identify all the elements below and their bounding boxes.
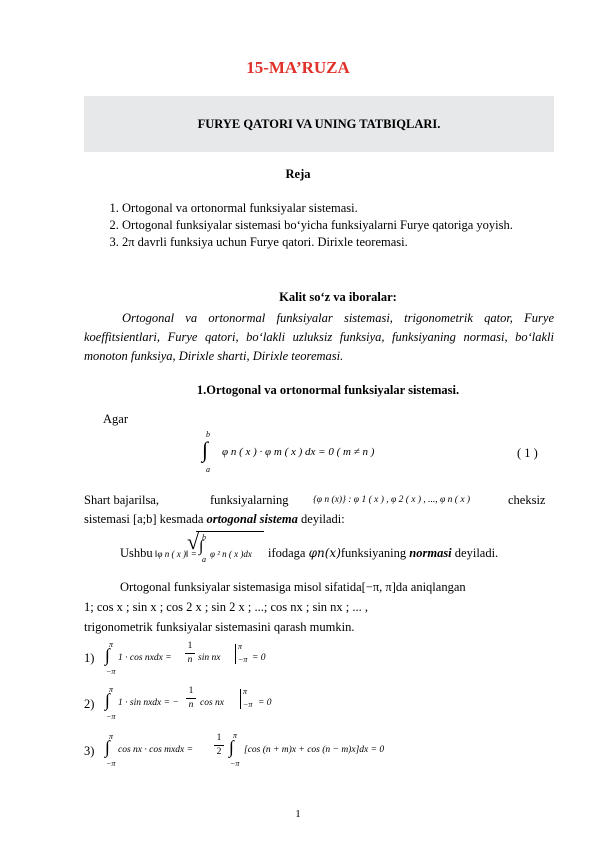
norm-lower-limit: a xyxy=(202,555,206,564)
ex1-frac-bar xyxy=(185,653,195,654)
lecture-title: 15-MA’RUZA xyxy=(246,58,350,77)
ex3-integral-sign-2: ∫ xyxy=(229,737,234,757)
ex1-body: 1 · cos nxdx = xyxy=(118,653,172,663)
plan-list xyxy=(100,200,562,251)
sistema-part: deyiladi: xyxy=(301,512,345,526)
ushbu-text: Ushbu xyxy=(120,546,153,560)
phi-n-x: φn(x) xyxy=(308,546,341,560)
sistema-text xyxy=(84,512,345,527)
ex3-frac-den: 2 xyxy=(216,747,222,757)
ex3-lower2: −π xyxy=(230,759,240,768)
ex2-frac-den: n xyxy=(188,700,194,710)
ex2-frac-num: 1 xyxy=(188,686,194,696)
ex1-result: = 0 xyxy=(252,653,266,663)
plan-heading: Reja xyxy=(285,167,311,181)
plan-item: 3. 2π davrli funksiya uchun Furye qatori. Dirixle teoremasi. xyxy=(122,234,562,251)
cheksiz-text: cheksiz xyxy=(508,493,546,507)
normasi-term: normasi xyxy=(409,546,452,560)
ex1-frac-den: n xyxy=(187,655,193,665)
integral-upper-limit: b xyxy=(206,430,210,439)
ex3-rest: [cos (n + m)x + cos (n − m)x]dx = 0 xyxy=(244,745,385,755)
keywords-heading: Kalit so‘z va iboralar: xyxy=(279,290,397,304)
ex2-lower: −π xyxy=(106,712,116,721)
ex3-body: cos nx · cos mxdx = xyxy=(118,745,193,755)
ex2-bar-lower: −π xyxy=(243,700,253,709)
example-label: 2) xyxy=(84,697,95,711)
functions-text: funksiyalarning xyxy=(210,493,289,507)
banner-title: FURYE QATORI VA UNING TATBIQLARI. xyxy=(197,117,441,131)
plan-item: 2. Ortogonal funksiyalar sistemasi bo‘yicha funksiyalarni Furye qatoriga yoyish. xyxy=(122,217,562,234)
ex2-frac-bar xyxy=(186,698,196,699)
trig-text: trigonometrik funksiyalar sistemasini qarash mumkin. xyxy=(84,620,355,634)
norm-part: deyiladi. xyxy=(454,546,499,560)
ex1-eval-bar xyxy=(235,644,236,664)
ex2-integral-sign: ∫ xyxy=(105,690,110,710)
function-set: {φ n (x)} : φ 1 ( x ) , φ 2 ( x ) , ..., φ n ( x ) xyxy=(313,495,471,505)
example-intro: Ortogonal funksiyalar sistemasiga misol sifatida[−π, π]da aniqlangan xyxy=(120,580,466,594)
agar-text: Agar xyxy=(103,412,128,426)
example-label: 1) xyxy=(84,651,95,665)
ex1-bar-lower: −π xyxy=(238,655,248,664)
example-label: 3) xyxy=(84,744,95,758)
ex3-integral-sign: ∫ xyxy=(105,737,110,757)
ex2-upper: π xyxy=(109,685,114,694)
ex1-lower: −π xyxy=(106,667,116,676)
ex3-upper2: π xyxy=(233,731,238,740)
section-title: 1.Ortogonal va ortonormal funksiyalar sistemasi. xyxy=(196,383,460,397)
ex1-frac-num: 1 xyxy=(187,641,193,651)
norm-integral-sign: ∫ xyxy=(199,538,204,555)
norm-part: ifodaga xyxy=(268,546,306,560)
norm-text xyxy=(268,546,498,561)
ex2-body: 1 · sin nxdx = − xyxy=(118,698,179,708)
integral-sign: ∫ xyxy=(202,437,209,462)
ex1-integral-sign: ∫ xyxy=(105,645,110,665)
ex3-upper: π xyxy=(109,732,114,741)
ex2-rest: cos nx xyxy=(200,698,225,708)
ex3-lower: −π xyxy=(106,759,116,768)
norm-integrand: φ ² n ( x )dx xyxy=(210,549,252,559)
ex1-rest: sin nx xyxy=(198,653,221,663)
shart-text: Shart bajarilsa, xyxy=(84,493,159,507)
plan-item: 1. Ortogonal va ortonormal funksiyalar sistemasi. xyxy=(122,200,562,217)
trig-list: 1; cos x ; sin x ; cos 2 x ; sin 2 x ; ...; cos nx ; sin nx ; ... , xyxy=(84,600,369,614)
ex3-frac-bar xyxy=(214,745,224,746)
ex2-bar-upper: π xyxy=(243,687,248,696)
norm-part: funksiyaning xyxy=(340,546,407,560)
formula-1: φ n ( x ) · φ m ( x ) dx = 0 ( m ≠ n ) xyxy=(222,446,375,458)
ortogonal-sistema-term: ortogonal sistema xyxy=(206,512,298,526)
page-number: 1 xyxy=(295,808,301,820)
norm-formula-left: ‖φ n ( x )‖ = xyxy=(155,549,197,559)
ex1-bar-upper: π xyxy=(238,642,243,651)
formula-number: ( 1 ) xyxy=(517,446,538,460)
norm-upper-limit: b xyxy=(202,533,206,542)
integral-lower-limit: a xyxy=(206,465,210,474)
sistema-part: sistemasi [a;b] kesmada xyxy=(84,512,204,526)
ex3-frac-num: 1 xyxy=(216,733,222,743)
ex2-result: = 0 xyxy=(258,698,272,708)
ex2-eval-bar xyxy=(240,689,241,709)
ex1-upper: π xyxy=(109,640,114,649)
keywords-text: Ortogonal va ortonormal funksiyalar sistemasi, trigonometrik qator, Furye koeffitsientlari, Furye qatori, bo‘lakli uzluksiz funksiya, funksiyaning normasi, bo‘lakli monoton funksiya, Dirixle sharti, Dirixle teoremasi. xyxy=(84,311,554,363)
sqrt-sign: √ xyxy=(187,529,200,554)
